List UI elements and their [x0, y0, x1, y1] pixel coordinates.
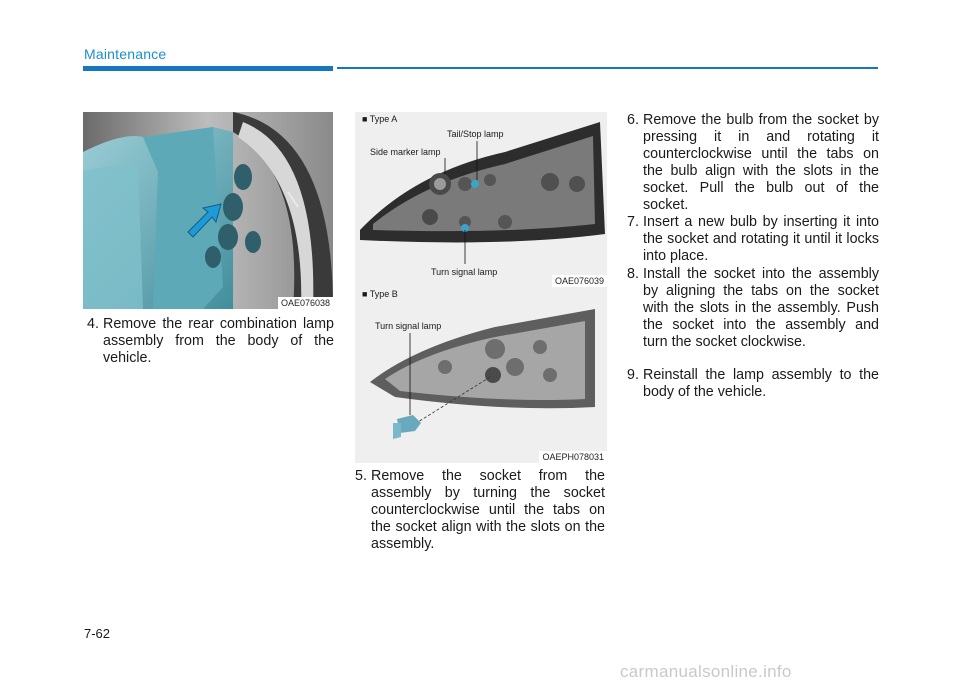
step-number: 8. [627, 266, 639, 282]
step-9 [627, 367, 879, 401]
figure-type-a [355, 112, 607, 287]
type-b-label: ■ Type B [362, 289, 398, 299]
header-rule-thick [83, 66, 333, 71]
figure-type-b [355, 287, 607, 463]
step-text: Remove the socket from the assembly by turning the socket counterclockwise until the tabs on the socket align with the slots on the assembly. [371, 468, 605, 552]
step-number: 9. [627, 367, 639, 383]
step-text: Reinstall the lamp assembly to the body of the vehicle. [643, 367, 879, 400]
header-rule-thin [337, 67, 878, 69]
step-5 [355, 468, 605, 553]
callout-turn-signal-a: Turn signal lamp [431, 267, 498, 277]
figure-code: OAE076039 [552, 275, 607, 287]
step-text: Remove the rear combination lamp assembly from the body of the vehicle. [103, 316, 334, 366]
type-a-leader-lines [355, 112, 607, 287]
step-text: Install the socket into the assembly by aligning the tabs on the socket with the slots in the assembly. Push the socket into the assembly and turn the socket clockwise. [643, 266, 879, 350]
step-number: 4. [87, 316, 99, 332]
step-7 [627, 214, 879, 265]
type-b-leader-line [355, 287, 607, 463]
figure-code: OAEPH078031 [539, 451, 607, 463]
step-text: Remove the bulb from the socket by pressing it in and rotating it counterclockwise until the tabs on the bulb align with the slots in the socket. Pull the bulb out of the socket. [643, 112, 879, 213]
step-text: Insert a new bulb by inserting it into the socket and rotating it until it locks into place. [643, 214, 879, 264]
figure-rear-body [83, 112, 333, 309]
type-a-label: ■ Type A [362, 114, 398, 124]
step-number: 6. [627, 112, 639, 128]
rear-body-illustration [83, 112, 333, 309]
page-number: 7-62 [84, 626, 111, 641]
step-number: 5. [355, 468, 367, 484]
step-number: 7. [627, 214, 639, 230]
step-8 [627, 266, 879, 351]
callout-tail-stop: Tail/Stop lamp [447, 129, 504, 139]
figure-code: OAE076038 [278, 297, 333, 309]
watermark: carmanualsonline.info [620, 662, 792, 681]
section-title: Maintenance [84, 46, 167, 62]
step-4 [87, 316, 334, 367]
step-6 [627, 112, 879, 214]
callout-side-marker: Side marker lamp [370, 147, 441, 157]
callout-turn-signal-b: Turn signal lamp [375, 321, 442, 331]
